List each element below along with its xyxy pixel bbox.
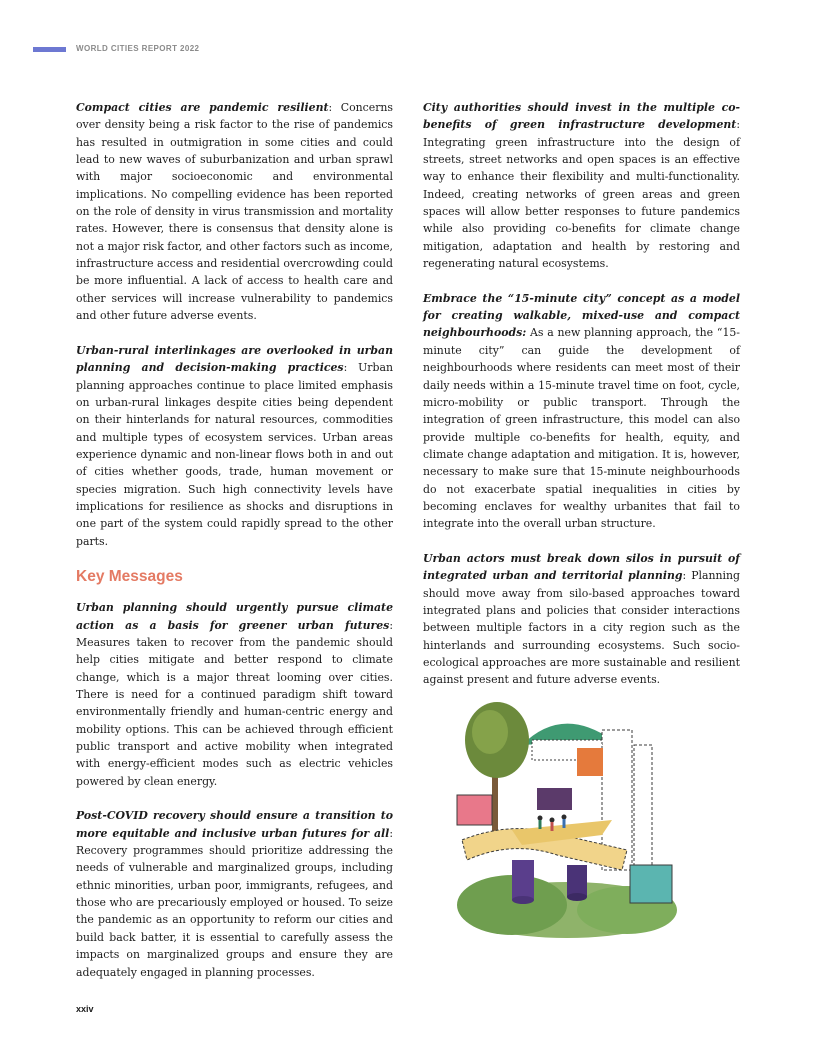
paragraph-lead: City authorities should invest in the multiple co-benefits of green infrastructure development <box>423 101 740 132</box>
paragraph-break-silos <box>423 550 740 689</box>
paragraph-lead: Urban-rural interlinkages are overlooked in urban planning and decision-making practices <box>76 343 393 375</box>
paragraph-15-minute-city <box>423 290 740 533</box>
paragraph-lead: Post-COVID recovery should ensure a transition to more equitable and inclusive urban futures for all <box>76 809 393 840</box>
orange-building <box>577 748 603 776</box>
header-accent-bar <box>33 47 66 52</box>
pillar-base <box>512 896 534 904</box>
person <box>550 818 555 823</box>
page-number: xxiv <box>76 1004 94 1014</box>
paragraph-lead: Urban planning should urgently pursue climate action as a basis for greener urban futures <box>76 601 393 632</box>
paragraph-post-covid <box>76 807 393 980</box>
paragraph-lead: Urban actors must break down silos in pursuit of integrated urban and territorial planning <box>423 551 740 583</box>
person <box>551 822 554 831</box>
paragraph-body: : Measures taken to recover from the pandemic should help cities mitigate and better respond to climate change, which is a major threat looming over cities. There is need for a continued paradigm shift toward environmentally friendly and human-centric energy and mobility options. This can be achieved through efficient public transport and active mobility when integrated with energy-efficient modes such as electric vehicles powered by clean energy. <box>76 618 393 788</box>
paragraph-climate-action <box>76 599 393 790</box>
left-column <box>76 99 393 998</box>
paragraph-body: : Planning should move away from silo-based approaches toward integrated plans and policies that consider interactions between multiple factors in a city region such as the hinterlands and surrounding ecosystems. Such socio-ecological approaches are more sustainable and resilient against present and future adverse events. <box>423 569 740 687</box>
person <box>539 820 542 829</box>
pillar <box>512 860 534 900</box>
paragraph-body: : Concerns over density being a risk factor to the rise of pandemics has resulted in outmigration in some cities and could lead to new waves of suburbanization and urban sprawl with major socioeconomic and environmental implications. No compelling evidence has been reported on the role of density in virus transmission and mortality rates. However, there is consensus that density alone is not a major risk factor, and other factors such as income, infrastructure access and residential overcrowding could be more influential. A lack of access to health care and other services will increase vulnerability to pandemics and other future adverse events. <box>76 101 394 323</box>
pillar <box>567 865 587 897</box>
key-messages-heading: Key Messages <box>76 568 183 586</box>
pillar-base <box>567 893 587 901</box>
paragraph-body: : Urban planning approaches continue to place limited emphasis on urban-rural linkages despite cities being dependent on their hinterlands for natural resources, commodities and multiple types of ecosystem services. Urban areas experience dynamic and non-linear flows both in and out of cities whether goods, trade, human movement or species migration. Such high connectivity levels have implications for resilience as shocks and disruptions in one part of the system could rapidly spread to the other parts. <box>76 361 393 548</box>
person <box>562 815 567 820</box>
billboard-teal <box>630 865 672 903</box>
billboard-purple <box>537 788 572 810</box>
paragraph-body: : Recovery programmes should prioritize addressing the needs of vulnerable and marginalized groups, including ethnic minorities, urban poor, immigrants, refugees, and those who are precariously employed or housed. To seize the pandemic as an opportunity to reform our cities and build back batter, it is essential to carefully assess the impacts on marginalized groups and ensure they are adequately engaged in planning processes. <box>76 826 393 979</box>
running-header: WORLD CITIES REPORT 2022 <box>76 44 200 53</box>
city-illustration <box>452 700 682 945</box>
paragraph-body: As a new planning approach, the “15-minute city” can guide the development of neighbourhoods where residents can meet most of their daily needs within a 15-minute travel time on foot, cycle, micro-mobility or public transport. Through the integration of green infrastructure, this model can also provide multiple co-benefits for health, equity, and climate change adaptation and mitigation. It is, however, necessary to make sure that 15-minute neighbourhoods do not exacerbate spatial inequalities in cities by becoming enclaves for wealthy urbanites that fail to integrate into the overall urban structure. <box>423 326 740 531</box>
paragraph-compact-cities <box>76 99 393 324</box>
tall-building-narrow <box>634 745 652 870</box>
tree-highlight <box>472 710 508 754</box>
paragraph-green-infrastructure <box>423 99 740 272</box>
right-column <box>423 99 740 706</box>
person <box>563 819 566 828</box>
person <box>538 816 543 821</box>
paragraph-lead: Embrace the “15-minute city” concept as a model for creating walkable, mixed-use and compact neighbourhoods: <box>423 291 740 340</box>
paragraph-lead: Compact cities are pandemic resilient <box>76 101 329 114</box>
billboard-pink <box>457 795 492 825</box>
paragraph-body: : Integrating green infrastructure into the design of streets, street networks and open spaces is an effective way to enhance their flexibility and multi-functionality. Indeed, creating networks of green areas and green spaces will allow better responses to future pandemics while also providing co-benefits for climate change mitigation, adaptation and health by restoring and regenerating natural ecosystems. <box>423 118 740 271</box>
paragraph-urban-rural <box>76 342 393 550</box>
